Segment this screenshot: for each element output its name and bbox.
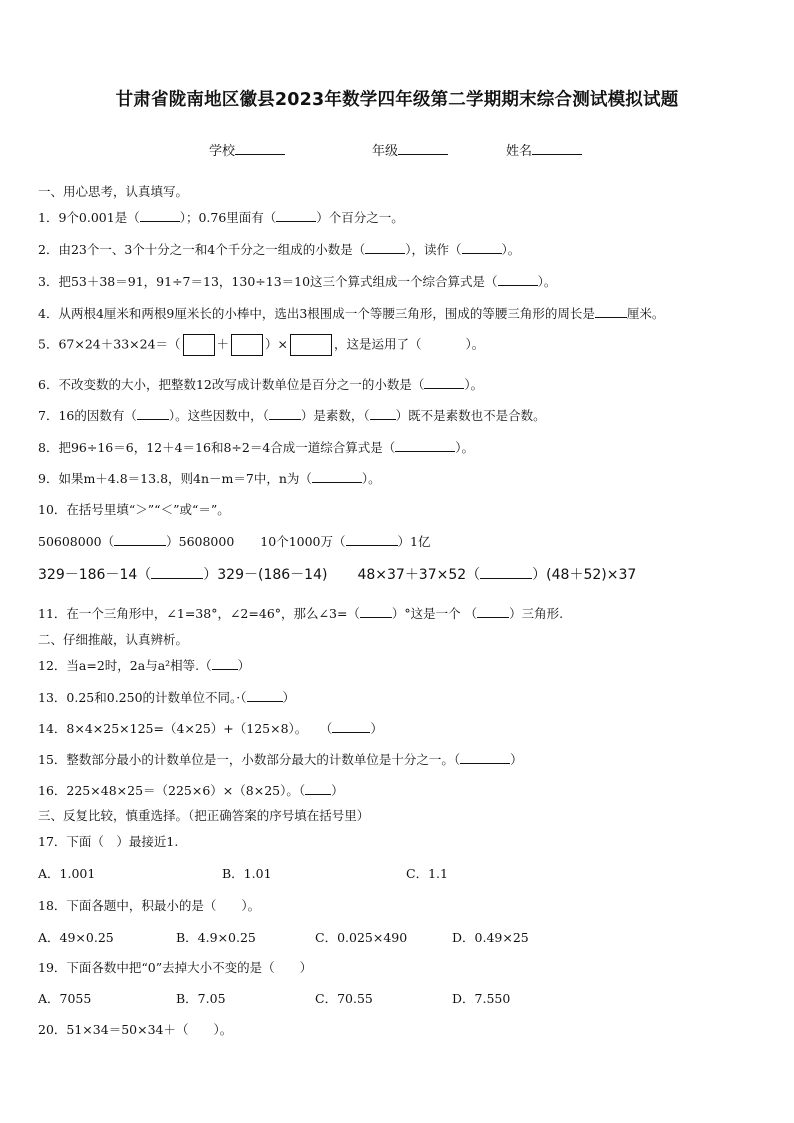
q16-blank[interactable] (305, 783, 331, 795)
q5-text-d: ）。 (465, 336, 485, 352)
q5-text-a: 5．67×24＋33×24＝（ (38, 336, 181, 352)
q5-text-c: ，这是运用了（ (334, 336, 422, 352)
q10r2-text-c: 48×37＋37×52（ (357, 567, 481, 583)
q2-text-c: ）。 (501, 242, 521, 257)
q7-blank-2[interactable] (269, 408, 301, 420)
q9-blank[interactable] (312, 471, 362, 483)
question-3 (38, 272, 556, 290)
q3-text-b: ）。 (537, 274, 557, 289)
q1-text-a: 1．9个0.001是（ (38, 210, 140, 225)
question-10: 10．在括号里填“＞”“＜”或“＝”。 (38, 502, 230, 517)
q10r2-text-b: ）329－(186－14) (203, 567, 328, 583)
q5-text-b: ）× (265, 336, 289, 352)
q4-text-b: 厘米。 (626, 306, 665, 321)
q5-plus: ＋ (216, 336, 230, 352)
q10r1-text-d: ）1亿 (397, 534, 431, 549)
q2-blank-1[interactable] (365, 242, 405, 254)
q12-blank[interactable] (212, 658, 238, 670)
section-heading-3: 三、反复比较，慎重选择。（把正确答案的序号填在括号里） (38, 808, 370, 823)
question-19: 19．下面各数中把“0”去掉大小不变的是（ ） (38, 960, 313, 975)
q2-text-a: 2．由23个一、3个十分之一和4个千分之一组成的小数是（ (38, 242, 366, 257)
q6-blank[interactable] (424, 377, 464, 389)
school-blank[interactable] (235, 142, 285, 155)
q10r1-blank-2[interactable] (346, 534, 398, 546)
q4-blank[interactable] (595, 306, 627, 318)
q6-text-b: ）。 (464, 377, 484, 392)
question-18: 18．下面各题中，积最小的是（ ）。 (38, 898, 261, 913)
q11-text-a: 11．在一个三角形中，∠1=38°，∠2=46°，那么∠3=（ (38, 606, 360, 621)
q5-box-1[interactable] (183, 334, 215, 356)
question-10-row-1 (38, 532, 430, 550)
question-13 (38, 688, 295, 706)
section-heading-2: 二、仔细推敲，认真辨析。 (38, 632, 189, 647)
q9-text-b: ）。 (361, 471, 381, 486)
q10r1-text-b: ）5608000 (166, 534, 235, 549)
q13-blank[interactable] (247, 690, 283, 702)
q10r2-blank-1[interactable] (151, 567, 203, 579)
q18-option-a[interactable]: A．49×0.25 (38, 930, 114, 945)
q17-option-b[interactable]: B．1.01 (222, 866, 272, 881)
school-field[interactable] (209, 140, 285, 159)
question-17: 17．下面（ ）最接近1. (38, 834, 179, 849)
q1-blank-1[interactable] (140, 210, 180, 222)
q15-text-a: 15．整数部分最小的计数单位是一，小数部分最大的计数单位是十分之一。（ (38, 752, 461, 767)
q1-blank-2[interactable] (276, 210, 316, 222)
q1-text-c: ）个百分之一。 (316, 210, 404, 225)
q11-blank-2[interactable] (477, 606, 509, 618)
q19-option-b[interactable]: B．7.05 (176, 991, 226, 1006)
q14-text-a: 14．8×4×25×125=（4×25）+（125×8）。 （ (38, 721, 333, 736)
q11-text-c: ）三角形. (509, 606, 564, 621)
q7-text-b: ）。这些因数中，（ (168, 408, 269, 423)
q18-option-b[interactable]: B．4.9×0.25 (176, 930, 256, 945)
question-2 (38, 240, 520, 258)
question-4 (38, 304, 664, 322)
q8-text-b: ）。 (455, 440, 475, 455)
q5-box-3[interactable] (290, 334, 332, 356)
name-blank[interactable] (532, 142, 582, 155)
grade-field[interactable] (372, 140, 448, 159)
q19-option-a[interactable]: A．7055 (38, 991, 92, 1006)
q5-box-2[interactable] (231, 334, 263, 356)
q9-text-a: 9．如果m＋4.8＝13.8，则4n－m＝7中，n为（ (38, 471, 312, 486)
name-label: 姓名 (506, 144, 533, 159)
q11-blank-1[interactable] (360, 606, 392, 618)
school-label: 学校 (209, 144, 236, 159)
question-6 (38, 375, 483, 393)
q7-blank-1[interactable] (137, 408, 169, 420)
q14-text-b: ） (370, 721, 383, 736)
name-field[interactable] (506, 140, 582, 159)
q16-text-b: ） (331, 783, 344, 798)
q1-text-b: ）；0.76里面有（ (179, 210, 277, 225)
question-7 (38, 406, 546, 424)
q15-text-b: ） (510, 752, 523, 767)
q12-text-a: 12．当a=2时，2a与a²相等.（ (38, 658, 212, 673)
grade-blank[interactable] (398, 142, 448, 155)
q13-text-b: ） (282, 690, 296, 705)
question-14 (38, 719, 383, 737)
q15-blank[interactable] (460, 752, 510, 764)
question-12 (38, 656, 250, 674)
q10r2-text-d: ）(48＋52)×37 (532, 567, 637, 583)
q10r1-text-c: 10个1000万（ (260, 534, 346, 549)
question-20: 20．51×34＝50×34＋（ ）。 (38, 1022, 233, 1037)
question-5 (38, 334, 484, 356)
q12-text-b: ） (237, 658, 251, 673)
page-title: 甘肃省陇南地区徽县2023年数学四年级第二学期期末综合测试模拟试题 (115, 90, 679, 110)
q10r2-text-a: 329－186－14（ (38, 567, 152, 583)
question-10-row-2 (38, 564, 636, 584)
q11-text-b: ）°这是一个 （ (391, 606, 478, 621)
q10r1-text-a: 50608000（ (38, 534, 115, 549)
q13-text-a: 13．0.25和0.250的计数单位不同。·（ (38, 690, 247, 705)
q14-blank[interactable] (332, 721, 370, 733)
question-9 (38, 469, 381, 487)
q6-text-a: 6．不改变数的大小，把整数12改写成计数单位是百分之一的小数是（ (38, 377, 425, 392)
section-heading-1: 一、用心思考，认真填写。 (38, 184, 189, 199)
q7-blank-3[interactable] (370, 408, 396, 420)
question-8 (38, 438, 474, 456)
question-1 (38, 208, 404, 226)
question-11 (38, 604, 563, 622)
grade-label: 年级 (372, 144, 399, 159)
q2-text-b: ），读作（ (405, 242, 462, 257)
q4-text-a: 4．从两根4厘米和两根9厘米长的小棒中，选出3根围成一个等腰三角形，围成的等腰三角形的周长是 (38, 306, 595, 321)
q18-option-d[interactable]: D．0.49×25 (452, 930, 529, 945)
q10r2-blank-2[interactable] (480, 567, 532, 579)
q8-text-a: 8．把96÷16＝6，12＋4＝16和8÷2＝4合成一道综合算式是（ (38, 440, 396, 455)
q19-option-d[interactable]: D．7.550 (452, 991, 511, 1006)
q3-text-a: 3．把53＋38＝91，91÷7＝13，130÷13＝10这三个算式组成一个综合算式是（ (38, 274, 498, 289)
q18-option-c[interactable]: C．0.025×490 (315, 930, 408, 945)
question-15 (38, 750, 523, 768)
q7-text-c: ）是素数，（ (300, 408, 370, 423)
q17-option-a[interactable]: A．1.001 (38, 866, 96, 881)
q7-text-a: 7．16的因数有（ (38, 408, 137, 423)
question-16 (38, 781, 344, 799)
q3-blank[interactable] (498, 274, 538, 286)
q16-text-a: 16．225×48×25＝（225×6）×（8×25）。（ (38, 783, 306, 798)
q2-blank-2[interactable] (462, 242, 502, 254)
q7-text-d: ）既不是素数也不是合数。 (395, 408, 546, 423)
q10r1-blank-1[interactable] (114, 534, 166, 546)
q17-option-c[interactable]: C．1.1 (406, 866, 448, 881)
q8-blank[interactable] (395, 440, 455, 452)
q19-option-c[interactable]: C．70.55 (315, 991, 373, 1006)
